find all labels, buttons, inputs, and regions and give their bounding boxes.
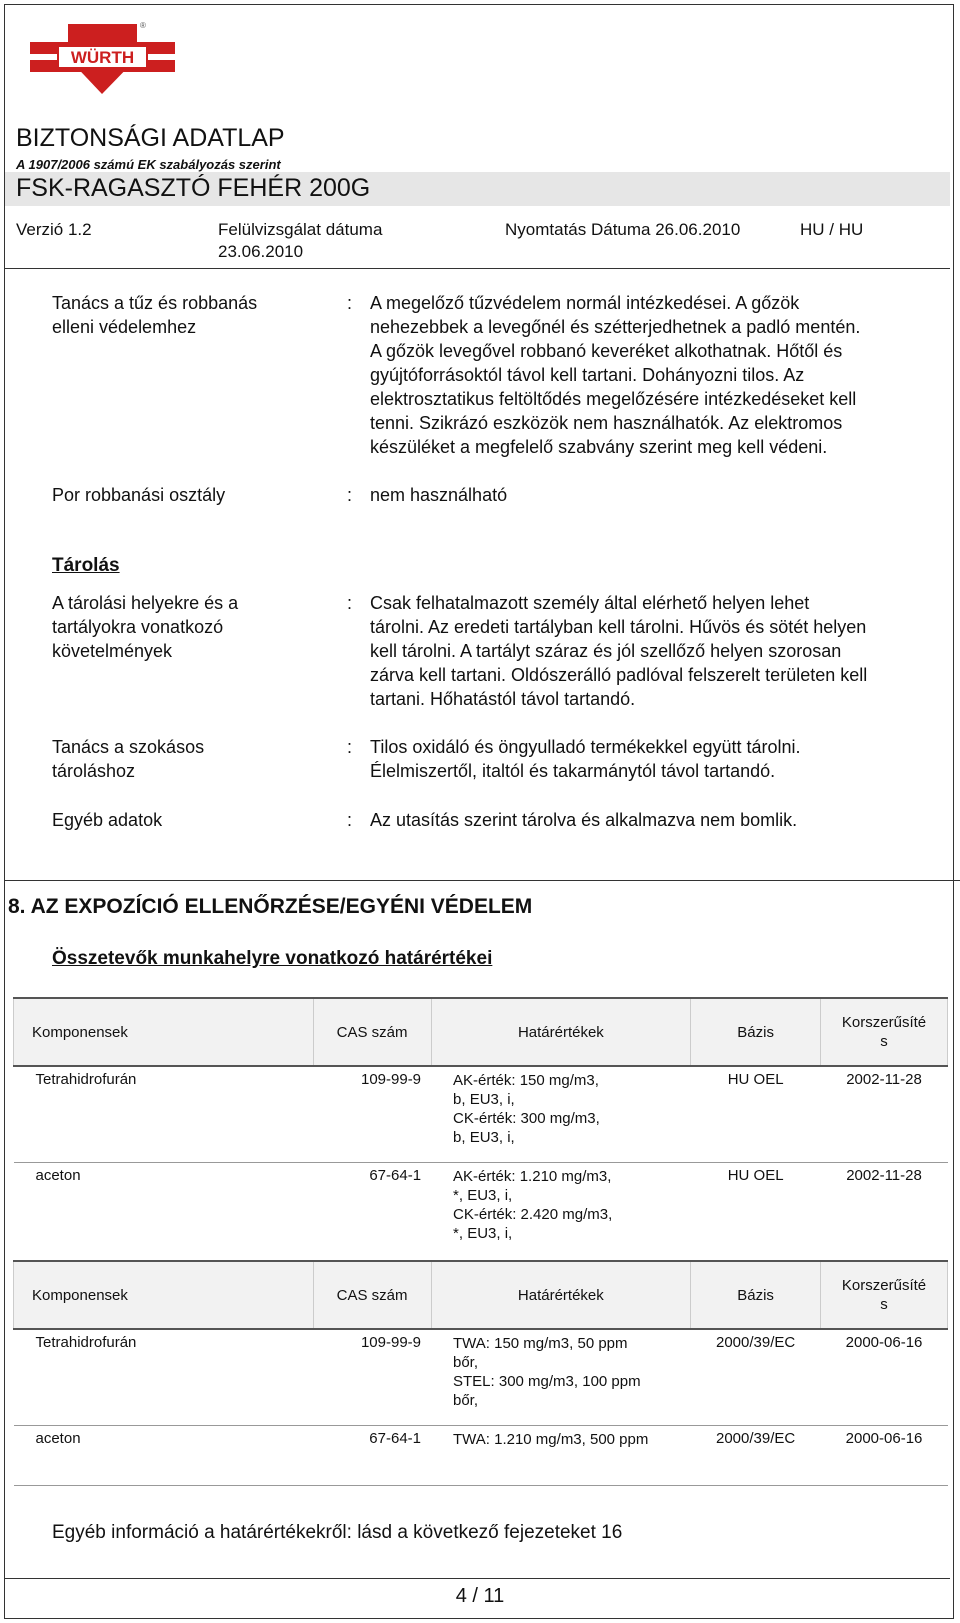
limits-note: Egyéb információ a határértékekről: lásd a következő fejezeteket 16 [52,1522,623,1543]
table-row: Tetrahidrofurán 109-99-9 AK-érték: 150 mg/m3, b, EU3, i, CK-érték: 300 mg/m3, b, EU3, i, HU OEL 2002-11-28 [14,1066,948,1162]
print-date: Nyomtatás Dátuma 26.06.2010 [505,220,741,239]
col-limits: Határértékek [431,1261,691,1329]
regulation-subtitle: A 1907/2006 számú EK szabályozás szerint [16,157,281,172]
col-limits: Határértékek [431,998,691,1066]
limits-table-eu [13,1260,948,1486]
wurth-logo [30,18,175,96]
table-row: Tetrahidrofurán 109-99-9 TWA: 150 mg/m3, 50 ppm bőr, STEL: 300 mg/m3, 100 ppm bőr, 2000/39/EC 2000-06-16 [14,1329,948,1425]
col-basis: Bázis [691,998,821,1066]
header-divider [5,268,950,269]
storage-requirements-text: Csak felhatalmazott személy által elérhető helyen lehet tárolni. Az eredeti tartályban kell tárolni. Hűvös és sötét helyen kell tárolni. A tartályt száraz és jól szellőző helyen szorosan zárva kell tartani. Oldószerálló padlóval felszerelt területen kell tartani. Hőhatástól távol tartandó. [370,593,868,709]
logo-text: WÜRTH [70,48,135,67]
footer-divider [5,1578,950,1579]
product-name: FSK-RAGASZTÓ FEHÉR 200G [16,174,371,202]
storage-other-text: Az utasítás szerint tárolva és alkalmazva nem bomlik. [370,810,798,830]
section-divider [5,880,960,881]
fire-advice-text: A megelőző tűzvédelem normál intézkedései. A gőzök nehezebbek a levegőnél és szétterjedhetnek a padló mentén. A gőzök levegővel robbanó keveréket alkothatnak. Hőtől és gyújtóforrásoktól távol kell tartani. Dohányozni tilos. Az elektrosztatikus feltöltődés megelőzésére intézkedéseket kell tenni. Szikrázó eszközök nem használhatók. Az elektromos készüléket a megfelelő szabvány szerint meg kell védeni. [370,293,861,457]
col-updated: Korszerűsíté s [821,998,948,1066]
revision-label: Felülvizsgálat dátuma [218,220,383,239]
storage-requirements-label: A tárolási helyekre és a tartályokra vonatkozó követelmények [52,593,239,661]
col-cas: CAS szám [313,1261,431,1329]
section-8-title: 8. AZ EXPOZÍCIÓ ELLENŐRZÉSE/EGYÉNI VÉDELEM [8,895,533,918]
storage-advice-text: Tilos oxidáló és öngyulladó termékekkel együtt tárolni. Élelmiszertől, italtól és takarmánytól távol tartandó. [370,737,801,781]
table-header-row [14,998,948,1066]
storage-heading: Tárolás [52,555,120,576]
section-8-subtitle: Összetevők munkahelyre vonatkozó határértékei [52,948,493,969]
table-row: aceton 67-64-1 AK-érték: 1.210 mg/m3, *, EU3, i, CK-érték: 2.420 mg/m3, *, EU3, i, HU OEL 2002-11-28 [14,1162,948,1260]
dust-class-label: Por robbanási osztály [52,485,226,505]
svg-text:®: ® [140,21,146,30]
table-row: aceton 67-64-1 TWA: 1.210 mg/m3, 500 ppm 2000/39/EC 2000-06-16 [14,1425,948,1485]
col-components: Komponensek [14,998,314,1066]
table-header-row [14,1261,948,1329]
fire-advice-label: Tanács a tűz és robbanás elleni védelemhez [52,293,258,337]
col-components: Komponensek [14,1261,314,1329]
storage-other-label: Egyéb adatok [52,810,163,830]
revision-date: 23.06.2010 [218,242,304,261]
limits-table-hu [13,997,948,1261]
version: Verzió 1.2 [16,220,92,239]
document-title: BIZTONSÁGI ADATLAP [16,124,285,152]
dust-class-value: nem használható [370,485,508,505]
locale: HU / HU [800,220,864,239]
col-updated: Korszerűsíté s [821,1261,948,1329]
col-basis: Bázis [691,1261,821,1329]
storage-advice-label: Tanács a szokásos tároláshoz [52,737,205,781]
col-cas: CAS szám [313,998,431,1066]
page-number: 4 / 11 [455,1585,505,1607]
